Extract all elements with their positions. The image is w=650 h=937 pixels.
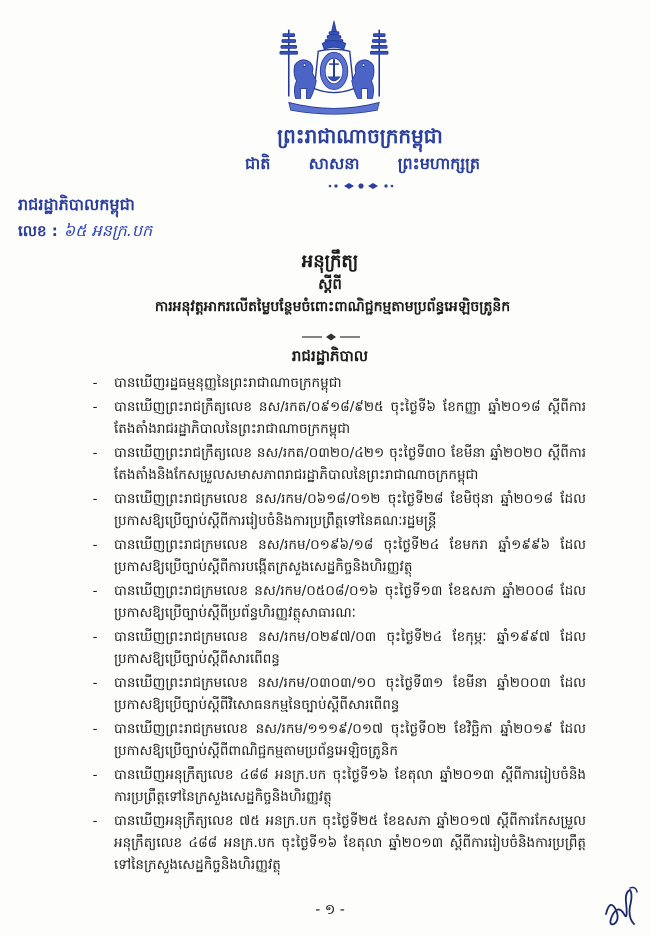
initials-signature-icon: [600, 884, 640, 932]
list-marker: -: [92, 813, 98, 829]
ornament-divider-icon: [300, 333, 362, 341]
preamble-item: [88, 626, 586, 670]
document-type: អនុក្រឹត្យ: [301, 251, 359, 272]
preamble-item-text: បានឃើញអនុក្រឹត្យលេខ ៧៥ អនក្រ.បក ចុះថ្ងៃទី២៥ ខែឧសភា ឆ្នាំ២០១៧ ស្តីពីការកែសម្រួលអនុក្រឹត្យលេខ ៤៨៨ អនក្រ.បក ចុះថ្ងៃទី១៦ ខែតុលា ឆ្នាំ២០១៣ ស្តីពីការរៀបចំនិងការប្រព្រឹត្តទៅនៃក្រសួងសេដ្ឋកិច្ចនិងហិរញ្ញវត្ថុ: [114, 813, 586, 873]
preamble-item-text: បានឃើញអនុក្រឹត្យលេខ ៤៨៨ អនក្រ.បក ចុះថ្ងៃទី១៦ ខែតុលា ឆ្នាំ២០១៣ ស្តីពីការរៀបចំនិងការប្រព្រឹត្តទៅនៃក្រសួងសេដ្ឋកិច្ចនិងហិរញ្ញវត្ថុ: [114, 767, 586, 805]
preamble-item: [88, 580, 586, 624]
list-marker: -: [92, 583, 98, 599]
preamble-heading: រាជរដ្ឋាភិបាល: [291, 347, 369, 365]
list-marker: -: [92, 491, 98, 507]
list-marker: -: [92, 629, 98, 645]
ornament-divider-icon: [326, 181, 396, 191]
kingdom-heading: ព្រះរាជាណាចក្រកម្ពុជា: [277, 124, 443, 148]
list-marker: -: [92, 675, 98, 691]
preamble-item-text: បានឃើញព្រះរាជក្រមលេខ នស/រកម/០៣០៣/១០ ចុះថ្ងៃទី៣១ ខែមីនា ឆ្នាំ២០០៣ ដែលប្រកាសឱ្យប្រើច្បាប់ស្តីពីវិសោធនកម្មនៃច្បាប់ស្តីពីសារពើពន្ធ: [114, 675, 586, 713]
preamble-item: [88, 488, 586, 532]
preamble-item-text: បានឃើញព្រះរាជក្រមលេខ នស/រកម/១១១៩/០១៧ ចុះថ្ងៃទី០២ ខែវិច្ឆិកា ឆ្នាំ២០១៩ ដែលប្រកាសឱ្យប្រើច្បាប់ស្តីពីពាណិជ្ជកម្មតាមប្រព័ន្ធអេឡិចត្រូនិក: [114, 721, 586, 759]
preamble-item-text: បានឃើញព្រះរាជក្រឹត្យលេខ នស/រកត/០៩១៨/៩២៥ ចុះថ្ងៃទី៦ ខែកញ្ញា ឆ្នាំ២០១៨ ស្តីពីការតែងតាំងរាជរដ្ឋាភិបាលនៃព្រះរាជាណាចក្រកម្ពុជា: [114, 399, 586, 437]
preamble-item-text: បានឃើញព្រះរាជក្រមលេខ នស/រកម/០២៩៧/០៣ ចុះថ្ងៃទី២៤ ខែកុម្ភៈ ឆ្នាំ១៩៩៧ ដែលប្រកាសឱ្យប្រើច្បាប់ស្តីពីសារពើពន្ធ: [114, 629, 586, 667]
handwritten-number: ៦៥ អនក្រ.បក: [63, 221, 153, 240]
list-marker: -: [92, 445, 98, 461]
preamble-item-text: បានឃើញព្រះរាជក្រឹត្យលេខ នស/រកត/០៣២០/៤២១ ចុះថ្ងៃទី៣០ ខែមីនា ឆ្នាំ២០២០ ស្តីពីការតែងតាំងនិងកែសម្រួលសមាសភាពរាជរដ្ឋាភិបាលនៃព្រះរាជាណាចក្រកម្ពុជា: [114, 445, 586, 483]
list-marker: -: [92, 767, 98, 783]
document-number: [18, 219, 152, 243]
motto-nation: ជាតិ: [245, 154, 271, 173]
national-motto: [245, 152, 480, 176]
list-marker: -: [92, 399, 98, 415]
preamble-item: [88, 764, 586, 808]
issuer-name: រាជរដ្ឋាភិបាលកម្ពុជា: [18, 195, 135, 214]
preamble-item-text: បានឃើញព្រះរាជក្រមលេខ នស/រកម/០១៩៦/១៨ ចុះថ្ងៃទី២៤ ខែមករា ឆ្នាំ១៩៩៦ ដែលប្រកាសឱ្យប្រើច្បាប់ស្តីពីការបង្កើតក្រសួងសេដ្ឋកិច្ចនិងហិរញ្ញវត្ថុ: [114, 537, 586, 575]
preamble-list: [88, 372, 586, 878]
motto-religion: សាសនា: [308, 154, 360, 173]
preamble-item-text: បានឃើញព្រះរាជក្រមលេខ នស/រកម/០៦១៨/០១២ ចុះថ្ងៃទី២៨ ខែមិថុនា ឆ្នាំ២០១៨ ដែលប្រកាសឱ្យប្រើច្បាប់ស្តីពីការរៀបចំនិងការប្រព្រឹត្តទៅនៃគណៈរដ្ឋមន្ត្រី: [114, 491, 586, 529]
motto-king: ព្រះមហាក្សត្រ: [397, 154, 480, 173]
preamble-item: [88, 372, 586, 394]
list-marker: -: [92, 721, 98, 737]
document-on: ស្តីពី: [318, 275, 342, 293]
preamble-item: [88, 672, 586, 716]
preamble-item: [88, 810, 586, 876]
preamble-item-text: បានឃើញរដ្ឋធម្មនុញ្ញនៃព្រះរាជាណាចក្រកម្ពុជា: [114, 375, 342, 391]
preamble-item: [88, 442, 586, 486]
royal-coat-of-arms-icon: [275, 18, 393, 120]
preamble-item: [88, 396, 586, 440]
list-marker: -: [92, 375, 98, 391]
number-label: លេខ :: [18, 222, 58, 240]
preamble-item-text: បានឃើញព្រះរាជក្រមលេខ នស/រកម/០៥០៨/០១៦ ចុះថ្ងៃទី១៣ ខែឧសភា ឆ្នាំ២០០៨ ដែលប្រកាសឱ្យប្រើច្បាប់ស្តីពីប្រព័ន្ធហិរញ្ញវត្ថុសាធារណៈ: [114, 583, 586, 621]
list-marker: -: [92, 537, 98, 553]
page-number: - ១ -: [315, 902, 345, 918]
preamble-item: [88, 718, 586, 762]
preamble-item: [88, 534, 586, 578]
document-subject: ការអនុវត្តអាករលើតម្លៃបន្ថែមចំពោះពាណិជ្ជកម្មតាមប្រព័ន្ធអេឡិចត្រូនិក: [154, 299, 511, 315]
